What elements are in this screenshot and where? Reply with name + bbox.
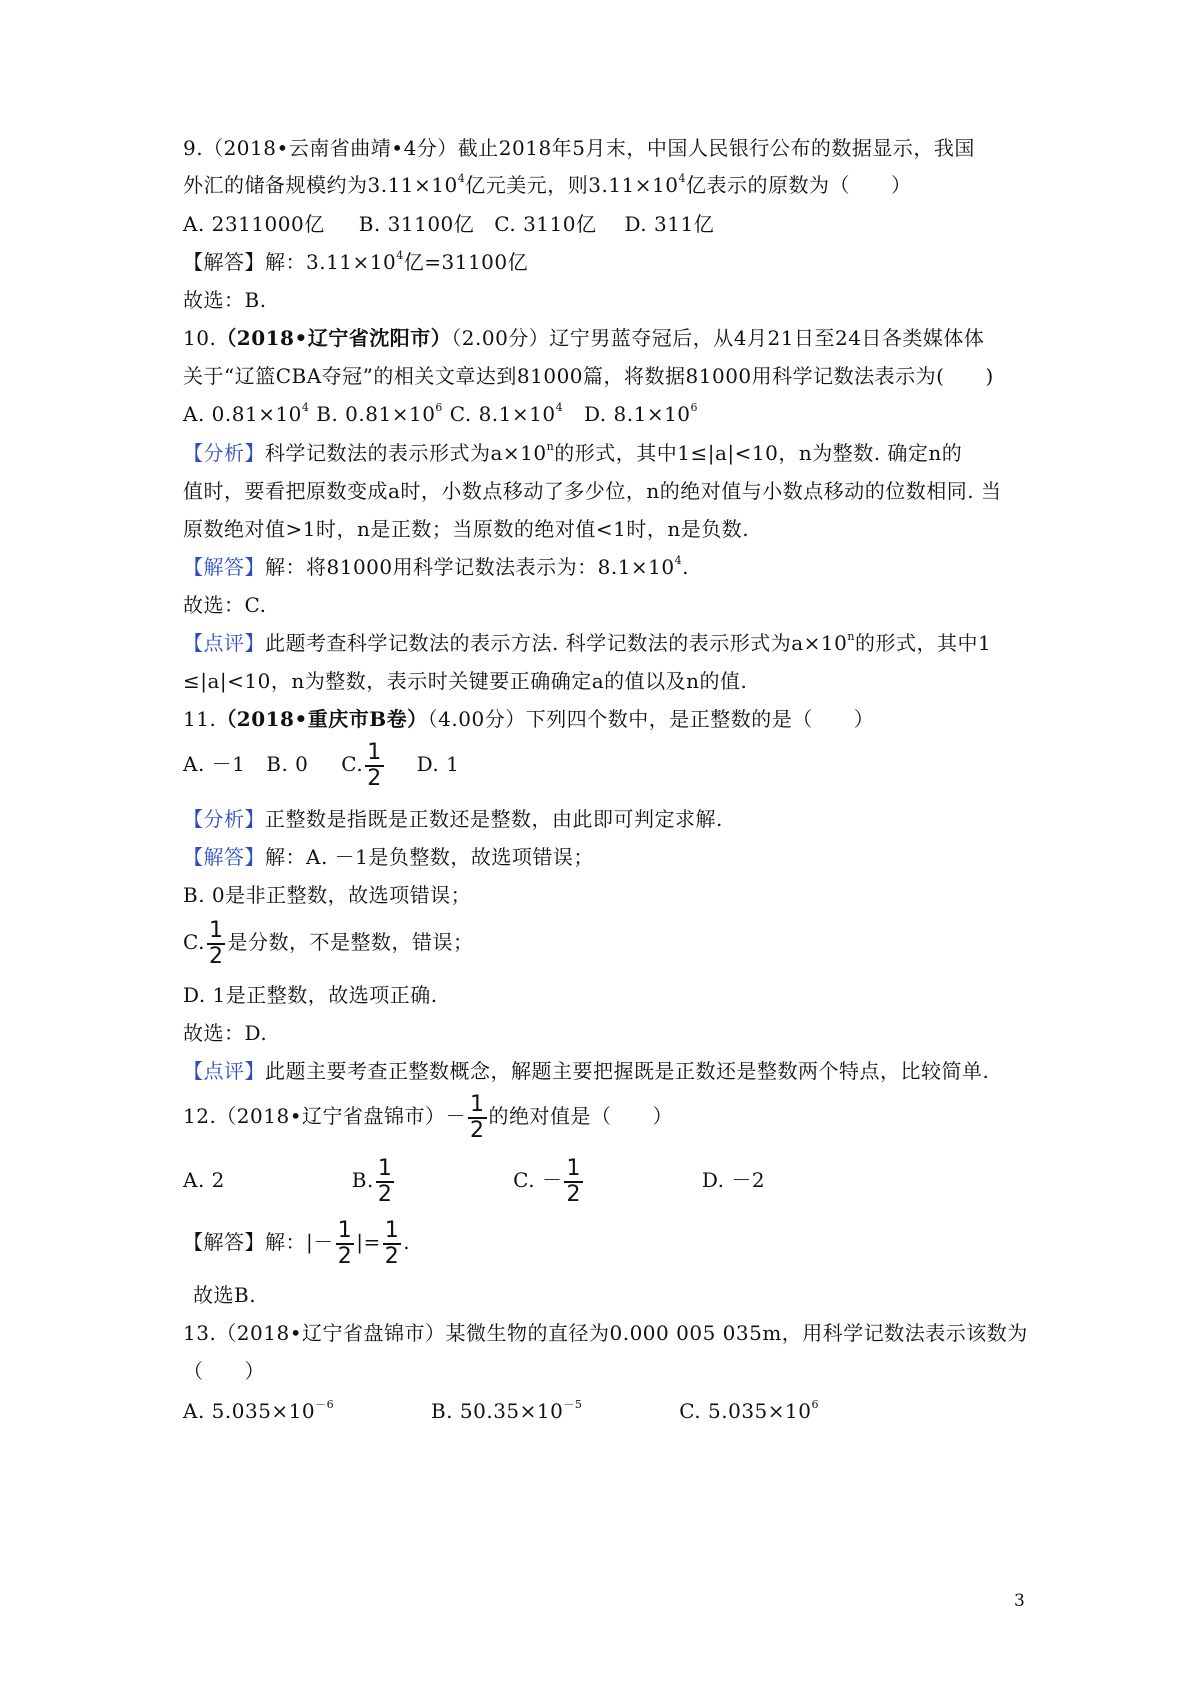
- comment-tag: 【点评】: [183, 1059, 265, 1083]
- q12-answer: 【解答】解：|－ $\frac{1}{2}$ |= $\frac{1}{2}$ .: [183, 1217, 411, 1269]
- analysis-tag: 【分析】: [183, 441, 265, 465]
- q12-option-d: D. －2: [701, 1168, 766, 1192]
- q13-options: [183, 1398, 819, 1424]
- fraction: $\frac{1}{2}$: [337, 1217, 353, 1269]
- q10-option-d: D. $8.1\times 10^6$: [583, 401, 699, 426]
- q10-option-c: C. $8.1\times 10^4$: [449, 401, 564, 426]
- q9-choice: 故选：B.: [183, 288, 267, 312]
- fraction: $\frac{1}{2}$: [377, 1155, 393, 1207]
- q11-options: [183, 740, 459, 791]
- q9-options: [183, 211, 714, 237]
- q10-comment-line1: 【点评】此题考查科学记数法的表示方法. 科学记数法的表示形式为$a\times 10^n$的形式，其中1: [183, 630, 992, 655]
- q10-option-b: B. $0.81\times 10^6$: [316, 401, 443, 426]
- fraction: $\frac{1}{2}$: [566, 1155, 581, 1207]
- q10-source: （2018•辽宁省沈阳市）: [216, 326, 452, 350]
- fraction: $\frac{1}{2}$: [208, 917, 224, 969]
- q10-analysis-line3: 原数绝对值>1时，n是正数；当原数的绝对值<1时，n是负数.: [183, 517, 750, 541]
- q9-option-a: A. 2311000亿: [183, 212, 325, 236]
- fraction: $\frac{1}{2}$: [470, 1091, 485, 1143]
- q13-stem-line1: 13.（2018•辽宁省盘锦市）某微生物的直径为0.000 005 035m，用科学记数法表示该数为: [183, 1321, 1028, 1345]
- page-number: 3: [1014, 1591, 1025, 1611]
- q11-choice: 故选：D.: [183, 1021, 268, 1045]
- q9-option-c: C. 3110亿: [494, 212, 597, 236]
- q12-option-b: B. $\frac{1}{2}$: [351, 1155, 393, 1207]
- q9-option-b: B. 31100亿: [358, 212, 475, 236]
- answer-tag: 【解答】: [183, 1230, 265, 1254]
- q11-answer-line1: 【解答】解：A. －1是负整数，故选项错误；: [183, 845, 594, 869]
- q10-choice: 故选：C.: [183, 593, 267, 617]
- q10-answer: 【解答】解：将81000用科学记数法表示为：$8.1\times 10^4$.: [183, 554, 689, 579]
- fraction: $\frac{1}{2}$: [384, 1217, 400, 1269]
- q9-option-d: D. 311亿: [624, 212, 715, 236]
- q10-analysis-line2: 值时，要看把原数变成a时，小数点移动了多少位，n的绝对值与小数点移动的位数相同. 当: [183, 479, 1002, 503]
- q11-source: （2018•重庆市B卷）: [216, 707, 428, 731]
- q10-options: [183, 401, 698, 427]
- q9-stem-line1: 9.（2018•云南省曲靖•4分）截止2018年5月末，中国人民银行公布的数据显示，我国: [183, 136, 975, 160]
- q12-option-a: A. 2: [183, 1168, 225, 1192]
- analysis-tag: 【分析】: [183, 807, 265, 831]
- q13-option-c: C. $5.035\times 10^6$: [679, 1398, 819, 1423]
- q9-answer: 【解答】解：$3.11\times 10^4$亿=31100亿: [183, 249, 529, 274]
- q11-option-d: D. 1: [416, 752, 460, 776]
- q9-stem-line2: 外汇的储备规模约为$3.11\times 10^4$亿元美元，则$3.11\times 10^4$亿表示的原数为（ ）: [183, 172, 912, 197]
- q11-option-c: C. $\frac{1}{2}$: [341, 739, 382, 791]
- q10-comment-line2: ≤|a|<10，n为整数，表示时关键要正确确定a的值以及n的值.: [183, 669, 748, 693]
- q10-option-a: A. $0.81\times 10^4$: [183, 401, 310, 426]
- q12-stem: 12.（2018•辽宁省盘锦市）－ $\frac{1}{2}$ 的绝对值是（ ）: [183, 1091, 674, 1143]
- answer-tag: 【解答】: [183, 845, 265, 869]
- q10-stem-line1: 10.（2018•辽宁省沈阳市）（2.00分）辽宁男蓝夺冠后，从4月21日至24日各类媒体体: [183, 326, 985, 350]
- q13-option-b: B. $50.35\times 10^{-5}$: [430, 1398, 583, 1423]
- q11-answer-line2: B. 0是非正整数，故选项错误；: [183, 883, 472, 907]
- q12-option-c: C. － $\frac{1}{2}$: [513, 1155, 581, 1207]
- q13-option-a: A. $5.035\times 10^{-6}$: [183, 1398, 335, 1423]
- q11-answer-line3: C. $\frac{1}{2}$ 是分数，不是整数，错误；: [183, 917, 474, 969]
- q11-answer-line4: D. 1是正整数，故选项正确.: [183, 983, 438, 1007]
- comment-tag: 【点评】: [183, 631, 265, 655]
- q11-option-b: B. 0: [266, 752, 309, 776]
- q10-stem-line2: 关于“辽篮CBA夺冠”的相关文章达到81000篇，将数据81000用科学记数法表示为( ): [183, 364, 994, 388]
- answer-tag: 【解答】: [183, 555, 265, 579]
- q12-options: [183, 1156, 765, 1207]
- q11-stem: 11.（2018•重庆市B卷）（4.00分）下列四个数中，是正整数的是（ ）: [183, 707, 875, 731]
- q10-analysis-line1: 【分析】科学记数法的表示形式为$a\times 10^n$的形式，其中1≤|a|<10，n为整数. 确定n的: [183, 440, 963, 465]
- fraction: $\frac{1}{2}$: [367, 739, 382, 791]
- answer-tag: 【解答】: [183, 250, 265, 274]
- q11-comment: 【点评】此题主要考查正整数概念，解题主要把握既是正数还是整数两个特点，比较简单.: [183, 1059, 990, 1083]
- q12-choice: 故选B.: [193, 1283, 257, 1307]
- q11-option-a: A. －1: [183, 752, 246, 776]
- q13-stem-line2: （ ）: [183, 1359, 265, 1383]
- q11-analysis: 【分析】正整数是指既是正数还是整数，由此即可判定求解.: [183, 807, 723, 831]
